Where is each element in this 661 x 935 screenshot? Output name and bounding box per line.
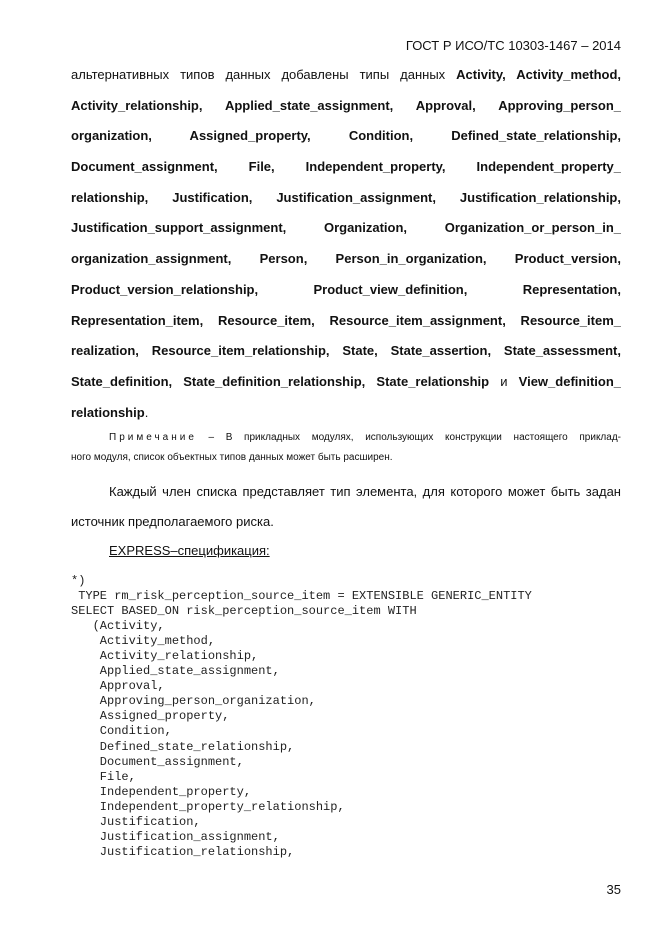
paragraph-line	[71, 398, 621, 429]
code-line: TYPE rm_risk_perception_source_item = EXTENSIBLE GENERIC_ENTITY	[71, 589, 532, 604]
page-number: 35	[606, 882, 621, 897]
note-text-1: – В прикладных модулях, использующих конструкции настоящего приклад-	[196, 432, 621, 443]
type-name-text: Activity_relationship, Applied_state_assignment, Approval, Approving_person_	[71, 97, 621, 113]
paragraph-line	[71, 60, 621, 91]
note-label: Примечание	[109, 432, 197, 443]
code-line: Document_assignment,	[71, 754, 244, 769]
code-line: Activity_relationship,	[71, 649, 259, 664]
note-line-2: ного модуля, список объектных типов данных может быть расширен.	[71, 452, 393, 463]
paragraph-line	[71, 336, 621, 367]
code-line: Independent_property,	[71, 784, 252, 799]
type-name-text: Activity, Activity_method,	[456, 67, 621, 82]
plain-text: альтернативных типов данных добавлены типы данных	[71, 67, 457, 82]
note-block	[71, 428, 621, 468]
code-line: Approval,	[71, 679, 165, 694]
note-line-1	[71, 428, 621, 448]
type-name-text: Product_version_relationship, Product_view_definition, Representation,	[71, 281, 621, 297]
paragraph-line	[71, 183, 621, 214]
code-line: Defined_state_relationship,	[71, 739, 295, 754]
type-name-text: Justification_support_assignment, Organization, Organization_or_person_in_	[71, 220, 621, 236]
paragraph-line	[71, 367, 621, 398]
code-line: Justification_relationship,	[71, 844, 295, 859]
document-header: ГОСТ Р ИСО/ТС 10303-1467 – 2014	[405, 38, 621, 53]
type-name-text: State_definition, State_definition_relationship, State_relationship	[71, 373, 501, 389]
paragraph-line	[71, 91, 621, 122]
code-line: Assigned_property,	[71, 709, 230, 724]
code-line: Condition,	[71, 724, 172, 739]
paragraph-line	[71, 213, 621, 244]
paragraph-line	[71, 121, 621, 152]
express-code-block	[71, 574, 532, 860]
type-name-text: relationship, Justification, Justification_assignment, Justification_relationship,	[71, 189, 621, 205]
paragraph-description-line-1: Каждый член списка представляет тип элемента, для которого может быть задан	[109, 484, 621, 499]
type-name-text: View_definition_	[518, 373, 621, 389]
code-line: *)	[71, 574, 86, 588]
plain-text: и	[500, 373, 519, 389]
code-line: SELECT BASED_ON risk_perception_source_item WITH	[71, 604, 417, 619]
type-name-text: relationship	[71, 404, 145, 420]
code-line: Independent_property_relationship,	[71, 799, 345, 814]
code-line: Justification,	[71, 814, 201, 829]
code-line: Approving_person_organization,	[71, 694, 316, 709]
type-name-text: organization_assignment, Person, Person_in_organization, Product_version,	[71, 251, 621, 267]
paragraph-description-line-2: источник предполагаемого риска.	[71, 514, 274, 529]
type-name-text: Document_assignment, File, Independent_property, Independent_property_	[71, 159, 621, 175]
code-line: Justification_assignment,	[71, 829, 280, 844]
code-line: Applied_state_assignment,	[71, 664, 280, 679]
paragraph-line	[71, 275, 621, 306]
code-line: File,	[71, 769, 136, 784]
paragraph-line	[71, 152, 621, 183]
type-name-text: Representation_item, Resource_item, Resource_item_assignment, Resource_item_	[71, 312, 621, 328]
paragraph-description	[71, 477, 621, 537]
paragraph-line	[71, 306, 621, 337]
type-name-text: organization, Assigned_property, Condition, Defined_state_relationship,	[71, 128, 621, 144]
paragraph-line	[71, 244, 621, 275]
express-spec-title: EXPRESS–спецификация:	[109, 543, 270, 558]
code-line: Activity_method,	[71, 634, 216, 649]
plain-text: .	[144, 404, 149, 420]
code-line: (Activity,	[71, 619, 165, 634]
type-name-text: realization, Resource_item_relationship, State, State_assertion, State_assessment,	[71, 343, 621, 359]
paragraph-type-list	[71, 60, 621, 428]
